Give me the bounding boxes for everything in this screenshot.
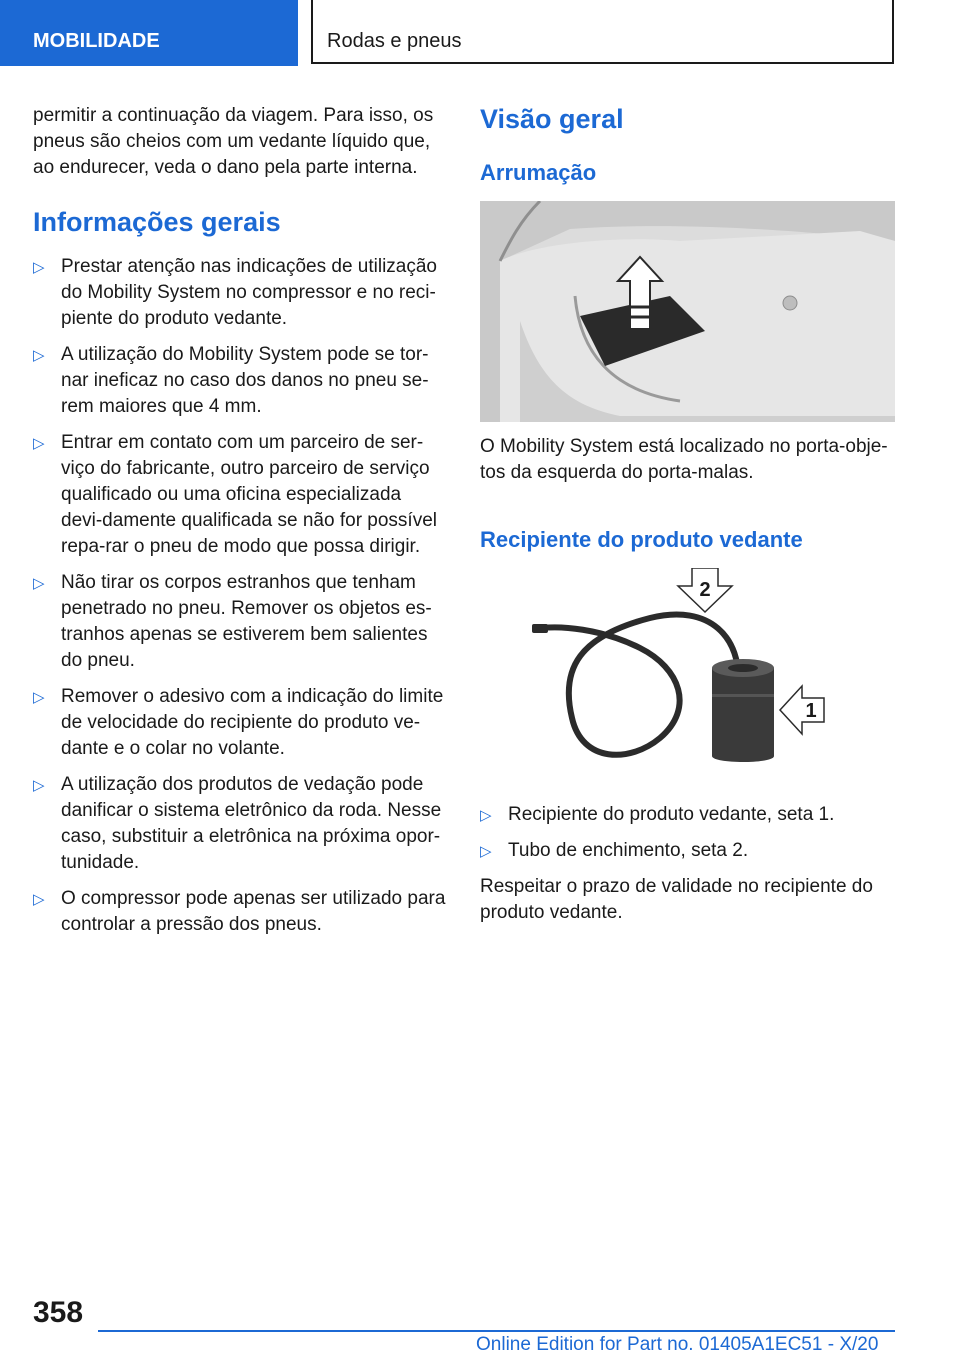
list-item: ▷ A utilização do Mobility System pode se tor-nar ineficaz no caso dos danos no pneu se-rem maiores que 4 mm. [33,344,429,417]
triangle-bullet-icon: ▷ [33,435,45,452]
intro-paragraph: permitir a continuação da viagem. Para isso, os pneus são cheios com um vedante líquido que, ao endurecer, veda o dano pela parte interna. [33,105,434,178]
list-item: ▷ Recipiente do produto vedante, seta 1. [480,802,896,828]
section-heading-general-info: Informações gerais [33,207,281,237]
header-section-tab [0,0,298,66]
page-number: 358 [33,1296,84,1329]
header-chapter-label: Rodas e pneus [327,30,462,52]
triangle-bullet-icon: ▷ [480,807,492,824]
triangle-bullet-icon: ▷ [33,777,45,794]
header-chapter-box [311,0,894,64]
storage-description: O Mobility System está localizado no porta-obje-tos da esquerda do porta-malas. [480,436,888,483]
section-heading-overview: Visão geral [480,104,624,134]
triangle-bullet-icon: ▷ [33,259,45,276]
triangle-bullet-icon: ▷ [33,347,45,364]
callout-number-2: 2 [699,579,711,601]
list-item: ▷ O compressor pode apenas ser utilizado para controlar a pressão dos pneus. [33,888,446,935]
trunk-storage-photo [480,201,895,422]
components-list [480,802,896,864]
footer-divider [98,1330,895,1332]
list-item: ▷ Entrar em contato com um parceiro de ser-viço do fabricante, outro parceiro de serviço qualificado ou uma oficina especializada devi-damente qualificada se não for possível repa-rar o pneu de modo que possa dirigir. [33,432,438,557]
triangle-bullet-icon: ▷ [33,689,45,706]
expiry-note: Respeitar o prazo de validade no recipiente do produto vedante. [480,876,873,923]
subheading-storage: Arrumação [480,160,597,185]
header-section-label: MOBILIDADE [33,30,160,52]
sealant-container-diagram [480,568,895,788]
triangle-bullet-icon: ▷ [33,575,45,592]
triangle-bullet-icon: ▷ [480,843,492,860]
list-item: ▷ Tubo de enchimento, seta 2. [480,838,896,864]
list-item: ▷ A utilização dos produtos de vedação pode danificar o sistema eletrônico da roda. Nesse caso, substituir a eletrônica na próxima opor-tunidade. [33,774,442,873]
callout-number-1: 1 [805,700,817,722]
list-item: ▷ Não tirar os corpos estranhos que tenham penetrado no pneu. Remover os objetos es-tranhos apenas se estiverem bem salientes do pneu. [33,572,432,671]
general-info-list [33,254,446,938]
triangle-bullet-icon: ▷ [33,891,45,908]
left-column [33,103,446,948]
footer-edition: Online Edition for Part no. 01405A1EC51 - X/20 [476,1334,879,1355]
subheading-sealant-container: Recipiente do produto vedante [480,527,803,552]
right-column [480,103,896,926]
list-item: ▷ Prestar atenção nas indicações de utilização do Mobility System no compressor e no reci-piente do produto vedante. [33,256,438,329]
list-item: ▷ Remover o adesivo com a indicação do limite de velocidade do recipiente do produto ve-dante e o colar no volante. [33,686,444,759]
